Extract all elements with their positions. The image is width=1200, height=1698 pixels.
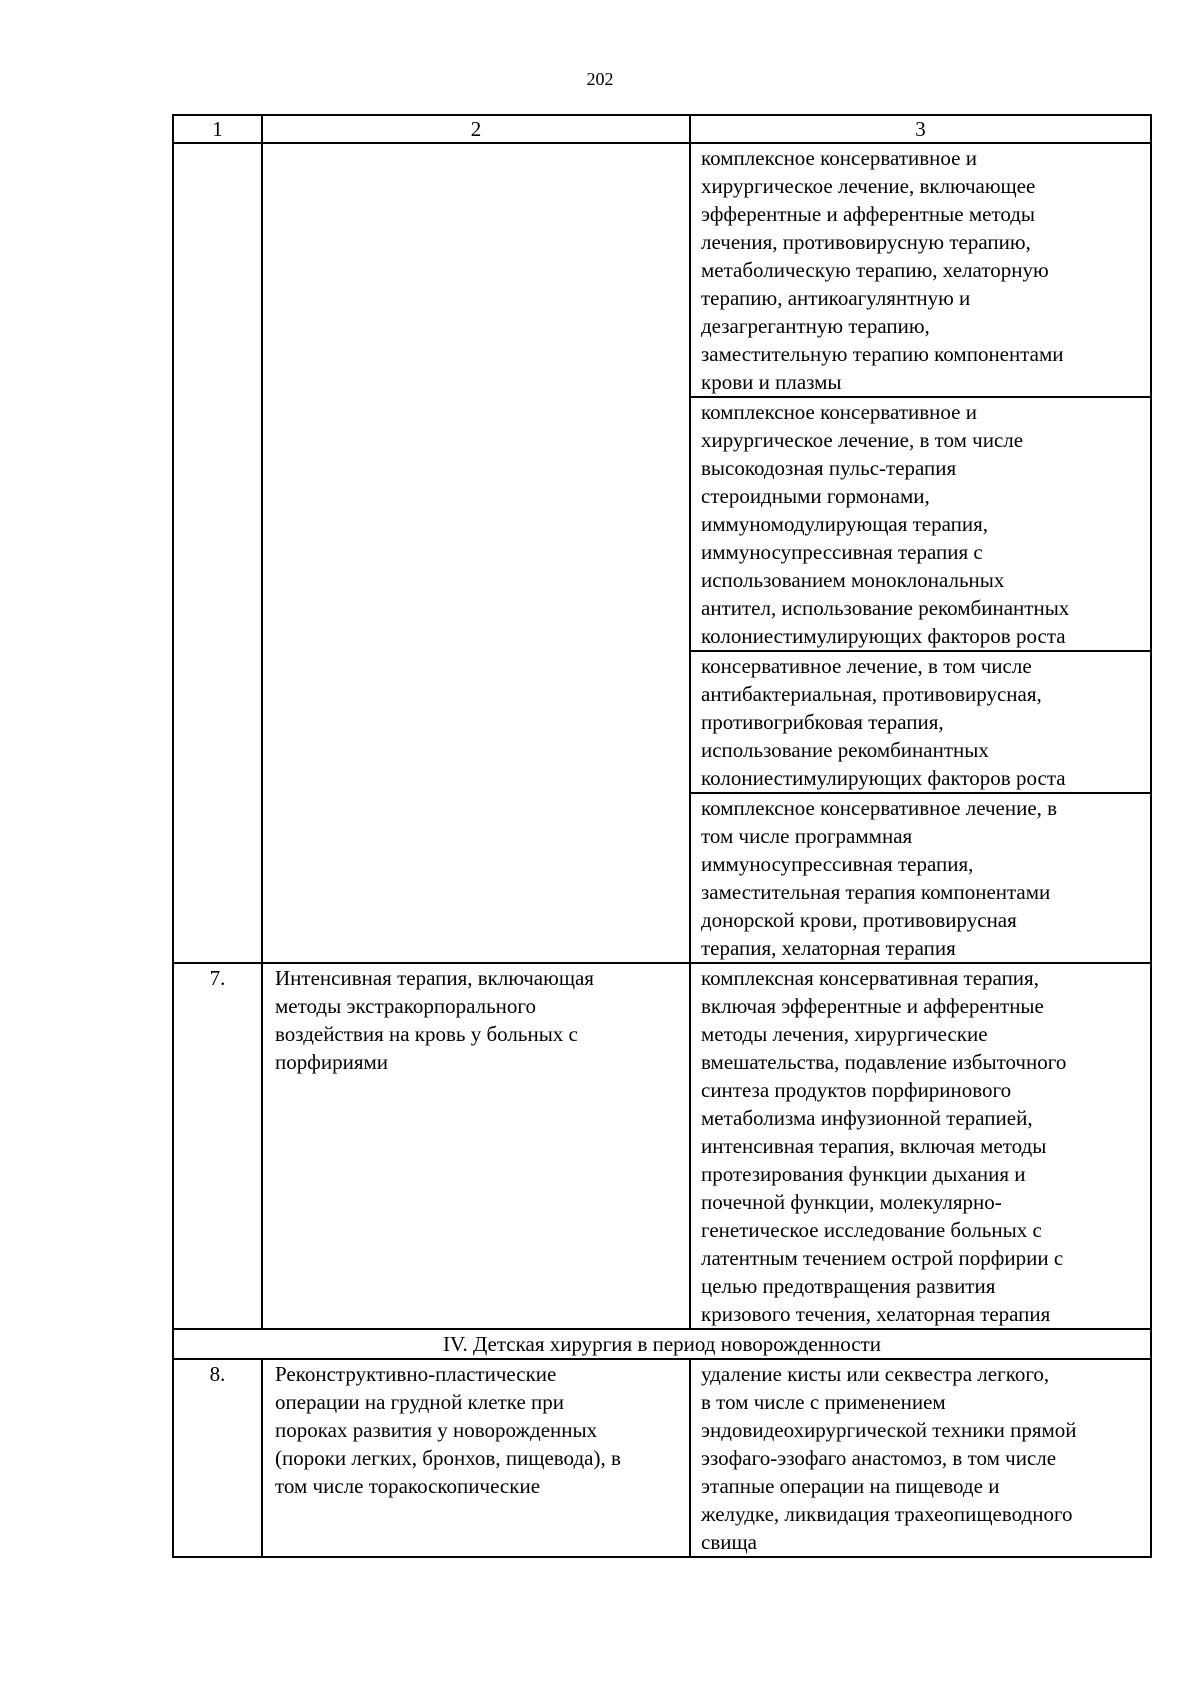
method-cell	[690, 793, 1151, 963]
table-row-7	[173, 963, 1151, 1329]
header-col-3: 3	[690, 115, 1151, 143]
method-text: удаление кисты или секвестра легкого, в том числе с применением эндовидеохирургической техники прямой эзофаго-эзофаго анастомоз, в том числе этапные операции на пищеводе и желудке, ликвидация трахеопищеводного свища	[701, 1362, 1077, 1554]
continuation-name-cell	[262, 143, 690, 963]
header-col-2: 2	[262, 115, 690, 143]
method-cell	[690, 143, 1151, 397]
header-col-1: 1	[173, 115, 262, 143]
table-row-8	[173, 1359, 1151, 1557]
method-cell	[690, 397, 1151, 651]
row-number: 8.	[173, 1359, 262, 1557]
method-cell	[690, 963, 1151, 1329]
continuation-num-cell	[173, 143, 262, 963]
method-text: комплексное консервативное и хирургическое лечение, в том числе высокодозная пульс-терапия стероидными гормонами, иммуномодулирующая терапия, иммуносупрессивная терапия с использованием моноклональных антител, использование рекомбинантных колониестимулирующих факторов роста	[701, 400, 1070, 648]
procedure-name: Реконструктивно-пластические операции на грудной клетке при пороках развития у новорожденных (пороки легких, бронхов, пищевода), в том числе торакоскопические	[275, 1362, 621, 1498]
method-cell	[690, 1359, 1151, 1557]
method-text: комплексная консервативная терапия, включая эфферентные и афферентные методы лечения, хирургические вмешательства, подавление избыточного синтеза продуктов порфиринового метаболизма инфузионной терапией, интенсивная терапия, включая методы протезирования функции дыхания и почечной функции, молекулярно- генетическое исследование больных с латентным течением острой порфирии с целью предотвращения развития кризового течения, хелаторная терапия	[701, 966, 1067, 1326]
treatment-table	[172, 114, 1152, 1558]
method-text: консервативное лечение, в том числе антибактериальная, противовирусная, противогрибковая терапия, использование рекомбинантных колониестимулирующих факторов роста	[701, 654, 1066, 790]
section-title: IV. Детская хирургия в период новорожденности	[173, 1329, 1151, 1359]
row-number: 7.	[173, 963, 262, 1329]
method-text: комплексное консервативное и хирургическое лечение, включающее эфферентные и афферентные методы лечения, противовирусную терапию, метаболическую терапию, хелаторную терапию, антикоагулянтную и дезагрегантную терапию, заместительную терапию компонентами крови и плазмы	[701, 146, 1064, 394]
page-number: 202	[586, 69, 614, 89]
procedure-name: Интенсивная терапия, включающая методы экстракорпорального воздействия на кровь у больных с порфириями	[275, 966, 594, 1074]
method-text: комплексное консервативное лечение, в том числе программная иммуносупрессивная терапия, заместительная терапия компонентами донорской крови, противовирусная терапия, хелаторная терапия	[701, 796, 1058, 960]
procedure-name-cell	[262, 963, 690, 1329]
section-row	[173, 1329, 1151, 1359]
table-header-row	[173, 115, 1151, 143]
table-row	[173, 143, 1151, 397]
method-cell	[690, 651, 1151, 793]
procedure-name-cell	[262, 1359, 690, 1557]
